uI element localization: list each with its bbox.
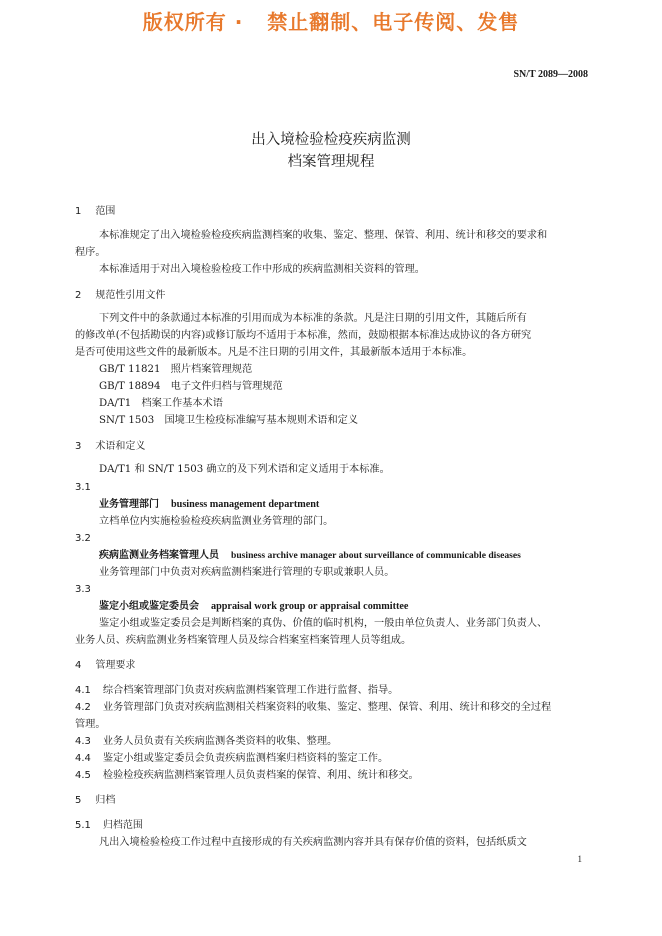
item-number: 4.1 (75, 685, 91, 696)
document-title-line-2: 档案管理规程 (287, 154, 375, 170)
item-text: 检验检疫疾病监测档案管理人员负责档案的保管、利用、统计和移交。 (102, 770, 419, 781)
section-title: 管理要求 (95, 660, 136, 671)
section-number: 1 (75, 206, 82, 217)
item-continuation: 管理。 (75, 719, 106, 730)
term-definition: 鉴定小组或鉴定委员会是判断档案的真伪、价值的临时机构，一般由单位负责人、业务部门负责人、 (99, 618, 548, 629)
term-english: business archive manager about surveillance of communicable diseases (231, 550, 521, 561)
section-number: 3 (75, 441, 82, 452)
section-number: 5 (75, 795, 82, 806)
paragraph-line: 的修改单(不包括勘误的内容)或修订版均不适用于本标准，然而，鼓励根据本标准达成协议的各方研究 (75, 330, 532, 341)
item-text: 业务管理部门负责对疾病监测相关档案资料的收集、鉴定、整理、保管、利用、统计和移交的全过程 (102, 702, 552, 713)
subsection-number: 5.1 (75, 820, 91, 831)
term-definition: 业务人员、疾病监测业务档案管理人员及综合档案室档案管理人员等组成。 (75, 635, 412, 646)
paragraph-line: 程序。 (75, 247, 106, 258)
copyright-watermark: 版权所有 · 禁止翻制、电子传阅、发售 (142, 10, 520, 34)
requirement-item (75, 735, 337, 749)
reference-item: GB/T 11821 照片档案管理规范 (99, 364, 253, 375)
section-title: 术语和定义 (95, 441, 146, 452)
item-number: 4.4 (75, 753, 91, 764)
term-english: business management department (171, 499, 320, 510)
section-3-heading (75, 440, 145, 454)
reference-item: SN/T 1503 国境卫生检疫标准编写基本规则术语和定义 (99, 415, 359, 426)
requirement-item (75, 701, 551, 715)
item-number: 4.5 (75, 770, 91, 781)
paragraph-line: 本标准规定了出入境检验检疫疾病监测档案的收集、鉴定、整理、保管、利用、统计和移交的要求和 (99, 230, 548, 241)
paragraph-line: 凡出入境检验检疫工作过程中直接形成的有关疾病监测内容并具有保存价值的资料，包括纸质文 (99, 837, 527, 848)
term-number: 3.1 (75, 482, 91, 493)
term-english: appraisal work group or appraisal committee (211, 601, 409, 612)
section-2-heading (75, 289, 165, 303)
section-1-heading (75, 205, 115, 219)
term-3-2 (99, 549, 521, 563)
subsection-title: 归档范围 (102, 820, 143, 831)
document-title-line-1: 出入境检验检疫疾病监测 (251, 132, 411, 148)
item-number: 4.2 (75, 702, 91, 713)
paragraph-line: 本标准适用于对出入境检验检疫工作中形成的疾病监测相关资料的管理。 (99, 264, 425, 275)
reference-item: DA/T1 档案工作基本术语 (99, 398, 223, 409)
section-title: 规范性引用文件 (95, 290, 166, 301)
term-definition: 立档单位内实施检验检疫疾病监测业务管理的部门。 (99, 516, 334, 527)
paragraph-line: 下列文件中的条款通过本标准的引用而成为本标准的条款。凡是注日期的引用文件，其随后所有 (99, 313, 527, 324)
requirement-item (75, 684, 398, 698)
section-title: 归档 (95, 795, 116, 806)
term-number: 3.2 (75, 533, 91, 544)
subsection-5-1-heading (75, 819, 143, 833)
item-text: 业务人员负责有关疾病监测各类资料的收集、整理。 (102, 736, 338, 747)
item-text: 鉴定小组或鉴定委员会负责疾病监测档案归档资料的鉴定工作。 (102, 753, 389, 764)
term-chinese: 疾病监测业务档案管理人员 (99, 550, 219, 561)
paragraph-line: 是否可使用这些文件的最新版本。凡是不注日期的引用文件，其最新版本适用于本标准。 (75, 347, 473, 358)
term-3-3 (99, 600, 408, 614)
term-3-1 (99, 498, 319, 512)
section-number: 4 (75, 660, 82, 671)
reference-item: GB/T 18894 电子文件归档与管理规范 (99, 381, 283, 392)
page-number: 1 (577, 854, 582, 864)
section-5-heading (75, 794, 115, 808)
section-4-heading (75, 659, 135, 673)
standard-code: SN/T 2089—2008 (513, 69, 588, 80)
term-chinese: 业务管理部门 (99, 499, 159, 510)
section-title: 范围 (95, 206, 116, 217)
item-text: 综合档案管理部门负责对疾病监测档案管理工作进行监督、指导。 (102, 685, 399, 696)
requirement-item (75, 769, 419, 783)
item-number: 4.3 (75, 736, 91, 747)
term-chinese: 鉴定小组或鉴定委员会 (99, 601, 199, 612)
paragraph-line: DA/T1 和 SN/T 1503 确立的及下列术语和定义适用于本标准。 (99, 464, 390, 475)
requirement-item (75, 752, 388, 766)
term-number: 3.3 (75, 584, 91, 595)
section-number: 2 (75, 290, 82, 301)
term-definition: 业务管理部门中负责对疾病监测档案进行管理的专职或兼职人员。 (99, 567, 395, 578)
